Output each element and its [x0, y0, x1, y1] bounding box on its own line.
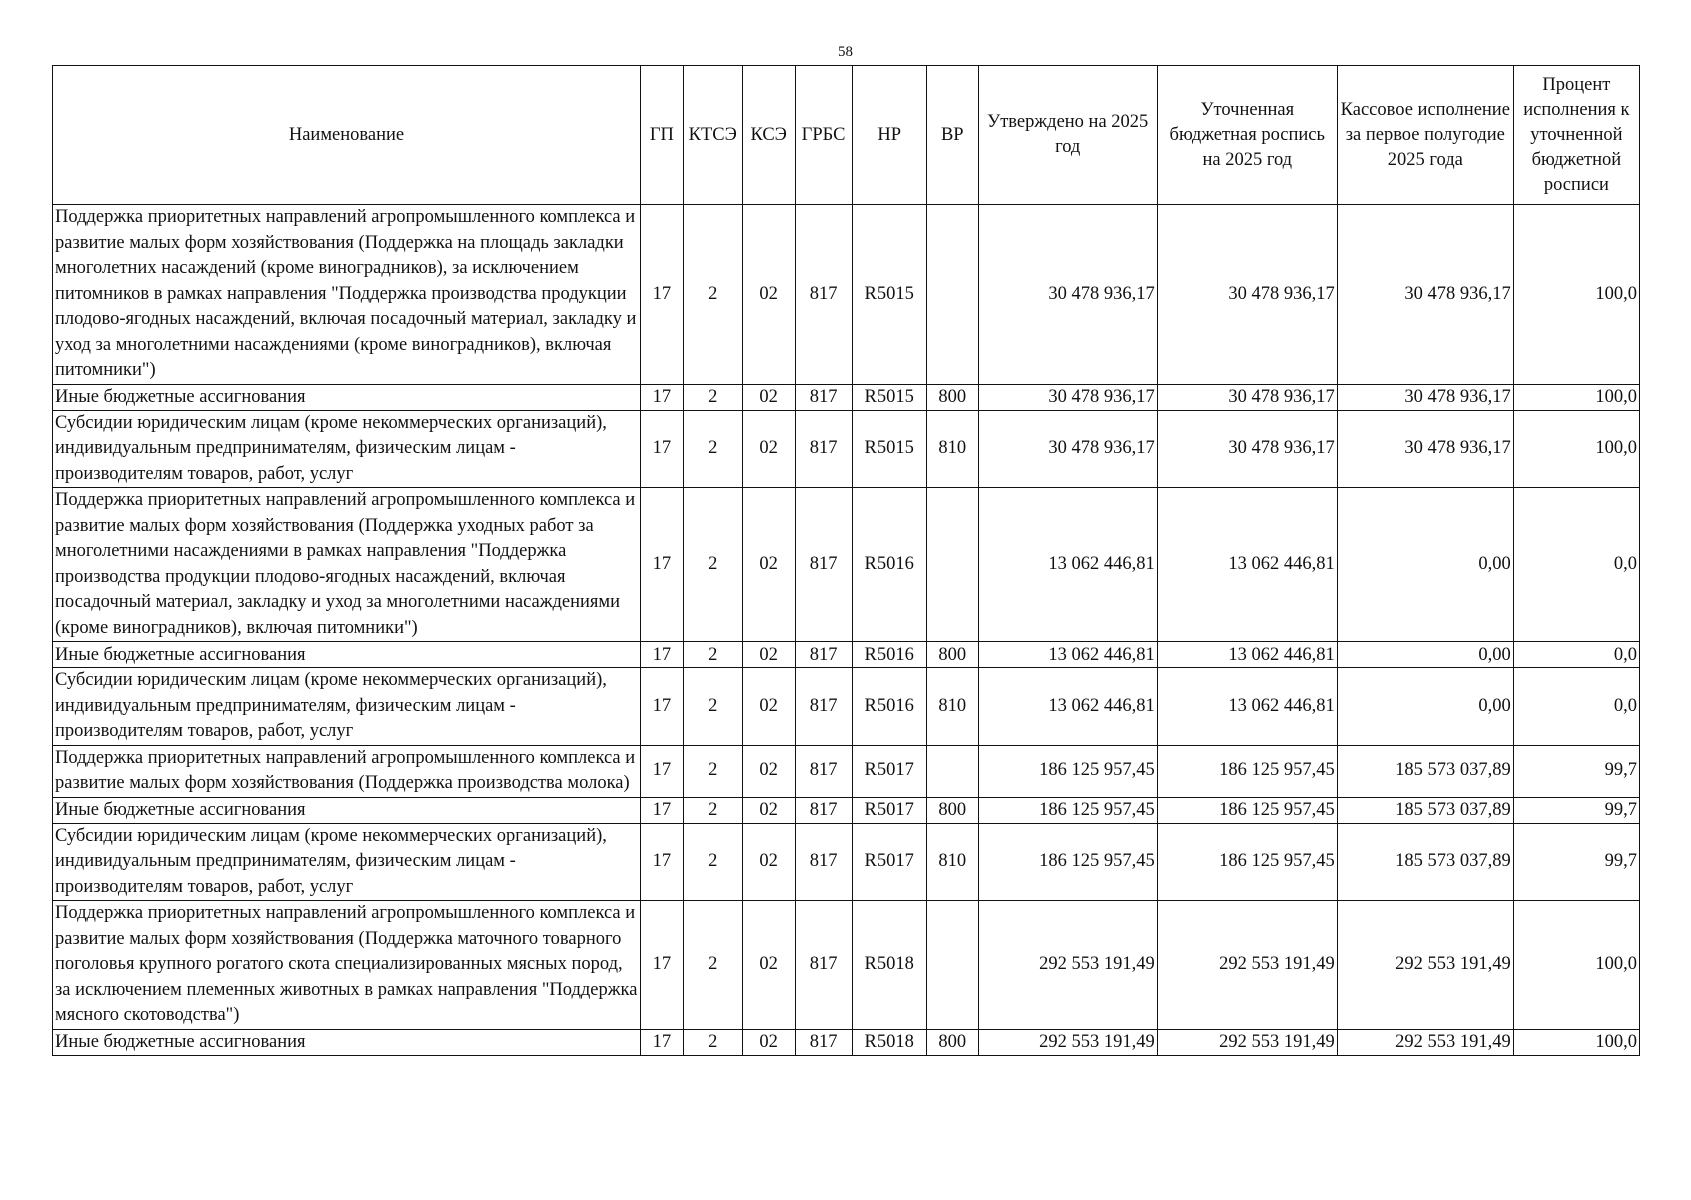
cell-grbs: 817	[795, 488, 852, 642]
cell-vr: 810	[926, 410, 978, 488]
budget-table	[52, 65, 1640, 1056]
cell-nr: R5015	[852, 410, 926, 488]
cell-cash: 0,00	[1337, 642, 1513, 668]
cell-name: Субсидии юридическим лицам (кроме некоммерческих организаций), индивидуальным предпринимателям, физическим лицам - производителям товаров, работ, услуг	[53, 410, 641, 488]
cell-grbs: 817	[795, 205, 852, 385]
cell-nr: R5018	[852, 1029, 926, 1055]
cell-approved: 13 062 446,81	[978, 668, 1157, 746]
cell-ktse: 2	[683, 205, 742, 385]
cell-nr: R5015	[852, 205, 926, 385]
cell-vr: 810	[926, 823, 978, 901]
cell-kse: 02	[742, 410, 795, 488]
cell-kse: 02	[742, 384, 795, 410]
cell-cash: 0,00	[1337, 488, 1513, 642]
cell-vr: 810	[926, 668, 978, 746]
cell-kse: 02	[742, 205, 795, 385]
cell-cash: 30 478 936,17	[1337, 384, 1513, 410]
table-row	[53, 823, 1640, 901]
cell-nr: R5015	[852, 384, 926, 410]
cell-approved: 13 062 446,81	[978, 488, 1157, 642]
cell-gp: 17	[641, 488, 684, 642]
cell-percent: 99,7	[1513, 745, 1639, 797]
cell-vr: 800	[926, 1029, 978, 1055]
cell-name: Поддержка приоритетных направлений агропромышленного комплекса и развитие малых форм хозяйствования (Поддержка на площадь закладки многолетних насаждений (кроме виноградников), за исключением питомников в рамках направления "Поддержка производства продукции плодово-ягодных насаждений, включая посадочный материал, закладку и уход за многолетними насаждениями (кроме виноградников), включая питомники")	[53, 205, 641, 385]
header-name: Наименование	[53, 66, 641, 205]
header-vr: ВР	[926, 66, 978, 205]
cell-percent: 0,0	[1513, 642, 1639, 668]
cell-cash: 30 478 936,17	[1337, 410, 1513, 488]
cell-approved: 186 125 957,45	[978, 745, 1157, 797]
cell-refined: 186 125 957,45	[1157, 745, 1337, 797]
cell-ktse: 2	[683, 1029, 742, 1055]
header-row	[53, 66, 1640, 205]
table-row	[53, 745, 1640, 797]
cell-kse: 02	[742, 901, 795, 1030]
header-kse: КСЭ	[742, 66, 795, 205]
cell-ktse: 2	[683, 797, 742, 823]
cell-refined: 30 478 936,17	[1157, 205, 1337, 385]
cell-name: Иные бюджетные ассигнования	[53, 1029, 641, 1055]
cell-gp: 17	[641, 1029, 684, 1055]
cell-approved: 292 553 191,49	[978, 1029, 1157, 1055]
cell-refined: 30 478 936,17	[1157, 384, 1337, 410]
cell-gp: 17	[641, 384, 684, 410]
header-percent: Процент исполнения к уточненной бюджетной росписи	[1513, 66, 1639, 205]
header-gp: ГП	[641, 66, 684, 205]
cell-kse: 02	[742, 668, 795, 746]
cell-percent: 100,0	[1513, 205, 1639, 385]
cell-ktse: 2	[683, 745, 742, 797]
cell-kse: 02	[742, 797, 795, 823]
cell-nr: R5017	[852, 823, 926, 901]
cell-cash: 292 553 191,49	[1337, 1029, 1513, 1055]
cell-approved: 13 062 446,81	[978, 642, 1157, 668]
cell-refined: 292 553 191,49	[1157, 901, 1337, 1030]
header-approved: Утверждено на 2025 год	[978, 66, 1157, 205]
cell-kse: 02	[742, 745, 795, 797]
cell-grbs: 817	[795, 384, 852, 410]
cell-vr: 800	[926, 384, 978, 410]
cell-gp: 17	[641, 668, 684, 746]
cell-percent: 100,0	[1513, 1029, 1639, 1055]
table-row	[53, 668, 1640, 746]
cell-refined: 186 125 957,45	[1157, 797, 1337, 823]
page-number: 58	[838, 44, 853, 60]
cell-grbs: 817	[795, 823, 852, 901]
table-row	[53, 205, 1640, 385]
cell-gp: 17	[641, 823, 684, 901]
cell-name: Иные бюджетные ассигнования	[53, 797, 641, 823]
cell-vr: 800	[926, 642, 978, 668]
cell-ktse: 2	[683, 901, 742, 1030]
cell-kse: 02	[742, 823, 795, 901]
cell-name: Поддержка приоритетных направлений агропромышленного комплекса и развитие малых форм хозяйствования (Поддержка маточного товарного поголовья крупного рогатого скота специализированных мясных пород, за исключением племенных животных в рамках направления "Поддержка мясного скотоводства")	[53, 901, 641, 1030]
cell-refined: 13 062 446,81	[1157, 642, 1337, 668]
table-row	[53, 901, 1640, 1030]
cell-name: Поддержка приоритетных направлений агропромышленного комплекса и развитие малых форм хозяйствования (Поддержка производства молока)	[53, 745, 641, 797]
cell-refined: 13 062 446,81	[1157, 668, 1337, 746]
cell-refined: 186 125 957,45	[1157, 823, 1337, 901]
cell-grbs: 817	[795, 642, 852, 668]
cell-ktse: 2	[683, 642, 742, 668]
table-row	[53, 642, 1640, 668]
table-row	[53, 384, 1640, 410]
table-row	[53, 1029, 1640, 1055]
cell-cash: 185 573 037,89	[1337, 745, 1513, 797]
cell-approved: 30 478 936,17	[978, 384, 1157, 410]
cell-kse: 02	[742, 1029, 795, 1055]
cell-approved: 30 478 936,17	[978, 205, 1157, 385]
cell-percent: 0,0	[1513, 488, 1639, 642]
table-row	[53, 797, 1640, 823]
cell-name: Иные бюджетные ассигнования	[53, 642, 641, 668]
cell-vr	[926, 488, 978, 642]
cell-name: Поддержка приоритетных направлений агропромышленного комплекса и развитие малых форм хозяйствования (Поддержка уходных работ за многолетними насаждениями в рамках направления "Поддержка производства продукции плодово-ягодных насаждений, включая посадочный материал, закладку и уход за многолетними насаждениями (кроме виноградников), включая питомники")	[53, 488, 641, 642]
cell-grbs: 817	[795, 410, 852, 488]
cell-percent: 99,7	[1513, 797, 1639, 823]
cell-vr	[926, 205, 978, 385]
header-nr: НР	[852, 66, 926, 205]
cell-name: Иные бюджетные ассигнования	[53, 384, 641, 410]
cell-percent: 0,0	[1513, 668, 1639, 746]
cell-gp: 17	[641, 745, 684, 797]
cell-refined: 292 553 191,49	[1157, 1029, 1337, 1055]
cell-grbs: 817	[795, 745, 852, 797]
cell-nr: R5016	[852, 668, 926, 746]
cell-cash: 185 573 037,89	[1337, 823, 1513, 901]
cell-ktse: 2	[683, 384, 742, 410]
cell-percent: 100,0	[1513, 901, 1639, 1030]
cell-gp: 17	[641, 642, 684, 668]
cell-grbs: 817	[795, 901, 852, 1030]
header-grbs: ГРБС	[795, 66, 852, 205]
cell-gp: 17	[641, 205, 684, 385]
cell-cash: 292 553 191,49	[1337, 901, 1513, 1030]
cell-nr: R5018	[852, 901, 926, 1030]
cell-vr: 800	[926, 797, 978, 823]
cell-nr: R5017	[852, 797, 926, 823]
cell-cash: 30 478 936,17	[1337, 205, 1513, 385]
cell-refined: 30 478 936,17	[1157, 410, 1337, 488]
cell-approved: 292 553 191,49	[978, 901, 1157, 1030]
cell-refined: 13 062 446,81	[1157, 488, 1337, 642]
cell-approved: 30 478 936,17	[978, 410, 1157, 488]
cell-nr: R5016	[852, 642, 926, 668]
cell-vr	[926, 745, 978, 797]
cell-gp: 17	[641, 410, 684, 488]
cell-gp: 17	[641, 901, 684, 1030]
cell-percent: 99,7	[1513, 823, 1639, 901]
header-ktse: КТСЭ	[683, 66, 742, 205]
cell-kse: 02	[742, 642, 795, 668]
cell-ktse: 2	[683, 410, 742, 488]
cell-ktse: 2	[683, 488, 742, 642]
cell-cash: 185 573 037,89	[1337, 797, 1513, 823]
cell-percent: 100,0	[1513, 384, 1639, 410]
table-row	[53, 410, 1640, 488]
cell-approved: 186 125 957,45	[978, 797, 1157, 823]
cell-cash: 0,00	[1337, 668, 1513, 746]
cell-nr: R5017	[852, 745, 926, 797]
cell-percent: 100,0	[1513, 410, 1639, 488]
cell-vr	[926, 901, 978, 1030]
header-refined: Уточненная бюджетная роспись на 2025 год	[1157, 66, 1337, 205]
cell-grbs: 817	[795, 1029, 852, 1055]
cell-approved: 186 125 957,45	[978, 823, 1157, 901]
cell-kse: 02	[742, 488, 795, 642]
cell-name: Субсидии юридическим лицам (кроме некоммерческих организаций), индивидуальным предпринимателям, физическим лицам - производителям товаров, работ, услуг	[53, 823, 641, 901]
table-row	[53, 488, 1640, 642]
cell-grbs: 817	[795, 797, 852, 823]
cell-name: Субсидии юридическим лицам (кроме некоммерческих организаций), индивидуальным предпринимателям, физическим лицам - производителям товаров, работ, услуг	[53, 668, 641, 746]
cell-ktse: 2	[683, 823, 742, 901]
cell-gp: 17	[641, 797, 684, 823]
cell-ktse: 2	[683, 668, 742, 746]
cell-nr: R5016	[852, 488, 926, 642]
header-cash: Кассовое исполнение за первое полугодие 2025 года	[1337, 66, 1513, 205]
cell-grbs: 817	[795, 668, 852, 746]
